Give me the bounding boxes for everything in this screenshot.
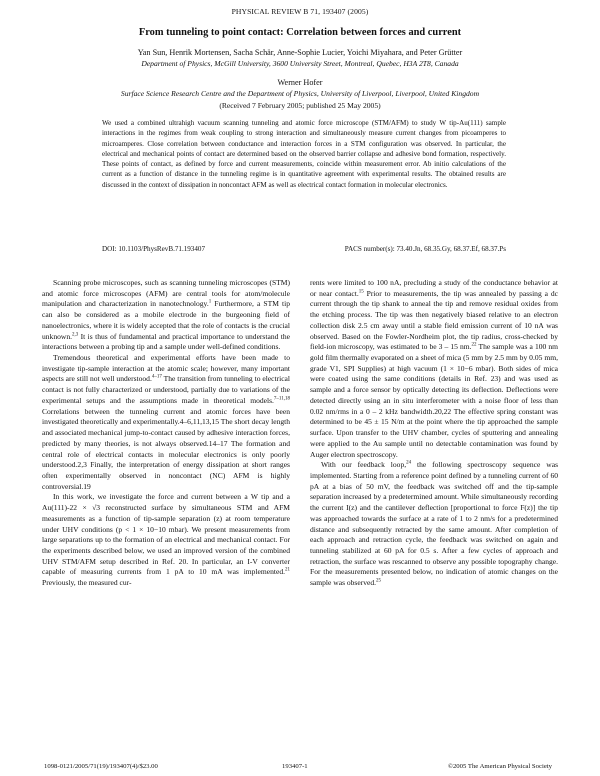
paragraph: Tremendous theoretical and experimental efforts have been made to investigate tip-sample interaction at the atomic scale; however, many important aspects are still not well understood.$^{4-17}$ The transition from tunneling to electrical contact is not fully characterized or understood, partially due to variations of the experimental setups and the assumptions made in theoretical models.$^{7-11,18}$ Correlations between the tunneling current and atomic forces have been investigated theoretically and experimentally.4–6,11,13,15 The short decay length and associated mechanical jump-to-contact caused by adhesive interaction forces, predicted by many theories, is not always observed.14–17 The formation and central role of electrical contacts in molecular electronics is only poorly understood.2,3 Finally, the interpretation of energy dissipation at short ranges often experimentally observed in noncontact (NC) AFM is highly controversial.19 [42,353,291,491]
received-dates: (Received 7 February 2005; published 25 May 2005) [219,101,381,110]
author-list: Yan Sun, Henrik Mortensen, Sacha Schär, Anne-Sophie Lucier, Yoichi Miyahara, and Peter Grütter [137,48,463,57]
doi-link[interactable]: DOI: 10.1103/PhysRevB.71.193407 [102,245,205,253]
journal-header: PHYSICAL REVIEW B 71, 193407 (2005) [231,7,369,16]
paragraph: Scanning probe microscopes, such as scanning tunneling microscopes (STM) and atomic force microscopes (AFM) are central tools for atom/molecule manipulation and characterization in nanotechnology.$^1$ Furthermore, a STM tip can also be considered as a mobile electrode in the burgeoning field of nanoelectronics, where it is widely accepted that the role of contacts is the crucial unknown.$^{2,3}$ It is thus of fundamental and practical importance to understand the interactions between a probing tip and a sample under well-defined conditions. [42,278,290,352]
pacs-numbers: PACS number(s): 73.40.Jn, 68.35.Gy, 68.37.Ef, 68.37.Ps [344,245,506,253]
footer-page-number: 193407-1 [282,763,308,770]
affiliation-liverpool: Surface Science Research Centre and the Department of Physics, University of Liverpool, Liverpool, United Kingdom [120,89,480,98]
author-hofer: Werner Hofer [277,78,323,87]
paragraph: With our feedback loop,$^{24}$ the following spectroscopy sequence was implemented. Starting from a reference point defined by a tunneling current of 60 pA at a bias of 50 mV, the feedback was switched off and the tip-sample separation increased by a predetermined amount. While simultaneously recording the current I(z) and the cantilever deflection [proportional to force F(z)] the tip was approached towards the surface at a rate of 1 to 2 nm/s for a predetermined distance and subsequently retracted by the same amount. After completion of each approach and retraction cycle, the feedback was switched on again and tunneling stabilized at 60 pA for 0.5 s. After a few cycles of approach and retraction, the surface was rescanned to observe any possible topography change. For the measurements presented below, no indication of atomic changes on the sample was observed.$^{25}$ [310,460,559,588]
paper-title: From tunneling to point contact: Correlation between forces and current [138,27,462,38]
footer-copyright: ©2005 The American Physical Society [447,763,552,770]
body-column-right [310,278,558,589]
paragraph: rents were limited to 100 nA, precluding a study of the conductance behavior at or near contact.$^{15}$ Prior to measurements, the tip was annealed by passing a dc current through the tip shank to anneal the tip and remove residual oxides from the etching process. The tip was then negatively biased relative to an electron collection disk 2.5 cm away until a stable field emission current of 10 nA was observed. Based on the Fowler-Nordheim plot, the tip radius, cross-checked by field-ion microscopy, was estimated to be 3 – 15 nm.$^{22}$ The sample was a 100 nm gold film thermally evaporated on a sheet of mica (5 mm by 2.5 mm by 0.05 mm, grade V1, SPI Supplies) at high vacuum (1 × 10−6 mbar). Both sides of mica were coated using the same conditions (details in Ref. 23) and was used as sample and a force sensor by optically detecting its deflection. Deflections were detected directly using an in situ interferometer with a noise floor of less than 0.02 nm/rms in a 0 – 2 kHz bandwidth.20,22 The effective spring constant was determined to be 45 ± 15 N/m at the point where the tip approached the sample surface. Upon transfer to the UHV chamber, cycles of sputtering and annealing were applied to the Au sample until no detectable contamination was found by Auger electron spectroscopy. [310,278,558,459]
affiliation-mcgill: Department of Physics, McGill University, 3600 University Street, Montreal, Quebec, H3A 2T8, Canada [141,59,459,68]
paragraph: In this work, we investigate the force and current between a W tip and a Au(111)-22 × √3 reconstructed surface by simultaneous STM and AFM measurements as a function of tip-sample separation (z) at room temperature under UHV conditions (p < 1 × 10−10 mbar). We present measurements from large separations up to the formation of an electrical and mechanical contact. For the experiments described below, we used an improved version of the combined UHV STM/AFM setup described in Ref. 20. In particular, an I-V converter capable of measuring currents from 1 pA to 10 mA was implemented.$^{21}$ Previously, the measured cur- [42,492,290,588]
body-column-left [42,278,290,589]
footer-issn: 1098-0121/2005/71(19)/193407(4)/$23.00 [44,763,158,770]
abstract: We used a combined ultrahigh vacuum scanning tunneling and atomic force microscope (STM/AFM) to study W tip-Au(111) sample interactions in the regimes from weak coupling to strong interaction and simultaneously measure current changes from picoamperes to microamperes. Close correlation between conductance and interaction forces in a STM configuration was observed. In particular, the electrical and mechanical points of contact are determined based on the observed barrier collapse and adhesive bond formation, respectively. These points of contact, as defined by force and current measurements, coincide within measurement error. Ab initio calculations of the current as a function of distance in the tunneling regime is in quantitative agreement with experimental results. The obtained results are discussed in the context of dissipation in noncontact AFM as well as electrical contact formation in molecular electronics. [102,119,506,189]
